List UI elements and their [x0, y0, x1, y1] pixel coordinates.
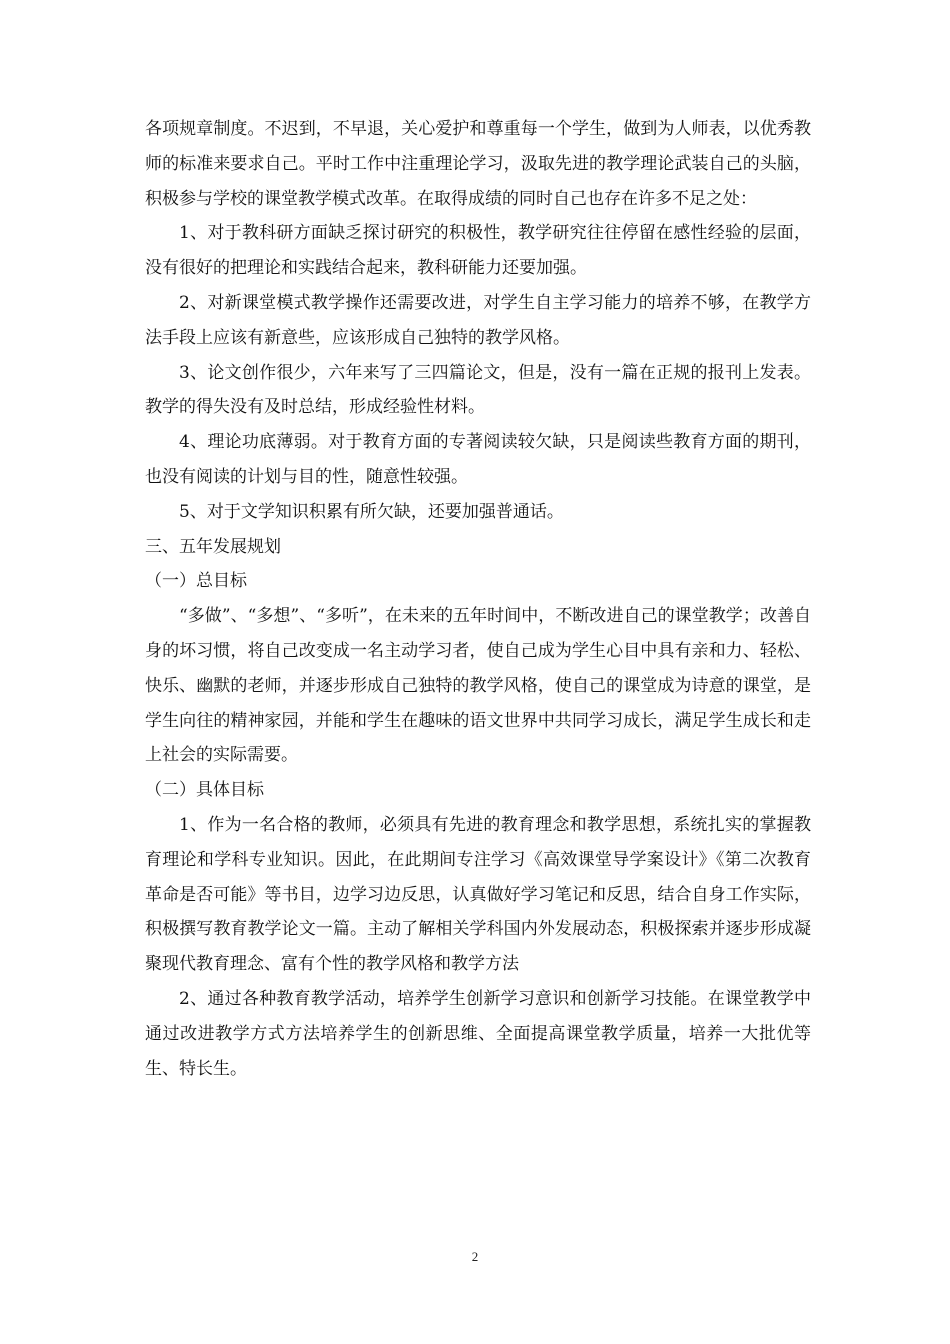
paragraph-item-5: 5、对于文学知识积累有所欠缺，还要加强普通话。	[179, 501, 564, 522]
paragraph-item-4: 4、理论功底薄弱。对于教育方面的专著阅读较欠缺，只是阅读些教育方面的期刊，也没有阅读的计划与目的性，随意性较强。	[145, 432, 811, 487]
subsection-heading-specific-goals: （二）具体目标	[145, 780, 264, 801]
subsection-heading-overall-goal: （一）总目标	[145, 571, 247, 592]
paragraph-overall-goal: “多做”、“多想”、“多听”，在未来的五年时间中，不断改进自己的课堂教学；改善自身的坏习惯，将自己改变成一名主动学习者，使自己成为学生心目中具有亲和力、轻松、快乐、幽默的老师，并逐步形成自己独特的教学风格，使自己的课堂成为诗意的课堂，是学生向往的精神家园，并能和学生在趣味的语文世界中共同学习成长，满足学生成长和走上社会的实际需要。	[145, 606, 811, 766]
paragraph-rules: 各项规章制度。不迟到，不早退，关心爱护和尊重每一个学生，做到为人师表，以优秀教师的标准来要求自己。平时工作中注重理论学习，汲取先进的教学理论武装自己的头脑，积极参与学校的课堂教学模式改革。在取得成绩的同时自己也存在许多不足之处：	[145, 119, 811, 209]
paragraph-goal-1: 1、作为一名合格的教师，必须具有先进的教育理念和教学思想，系统扎实的掌握教育理论和学科专业知识。因此，在此期间专注学习《高效课堂导学案设计》《第二次教育革命是否可能》等书目，边学习边反思，认真做好学习笔记和反思，结合自身工作实际，积极撰写教育教学论文一篇。主动了解相关学科国内外发展动态，积极探索并逐步形成凝聚现代教育理念、富有个性的教学风格和教学方法	[145, 814, 811, 975]
paragraph-goal-2: 2、通过各种教育教学活动，培养学生创新学习意识和创新学习技能。在课堂教学中通过改进教学方式方法培养学生的创新思维、全面提高课堂教学质量，培养一大批优等生、特长生。	[145, 988, 811, 1079]
page-number: 2	[471, 1249, 479, 1264]
paragraph-item-2: 2、对新课堂模式教学操作还需要改进，对学生自主学习能力的培养不够，在教学方法手段上应该有新意些，应该形成自己独特的教学风格。	[145, 292, 811, 348]
document-body	[145, 112, 811, 1086]
paragraph-item-1: 1、对于教科研方面缺乏探讨研究的积极性，教学研究往往停留在感性经验的层面，没有很好的把理论和实践结合起来，教科研能力还要加强。	[145, 223, 811, 279]
paragraph-item-3: 3、论文创作很少，六年来写了三四篇论文，但是，没有一篇在正规的报刊上发表。教学的得失没有及时总结，形成经验性材料。	[145, 362, 811, 418]
section-heading-plan: 三、五年发展规划	[145, 536, 281, 557]
